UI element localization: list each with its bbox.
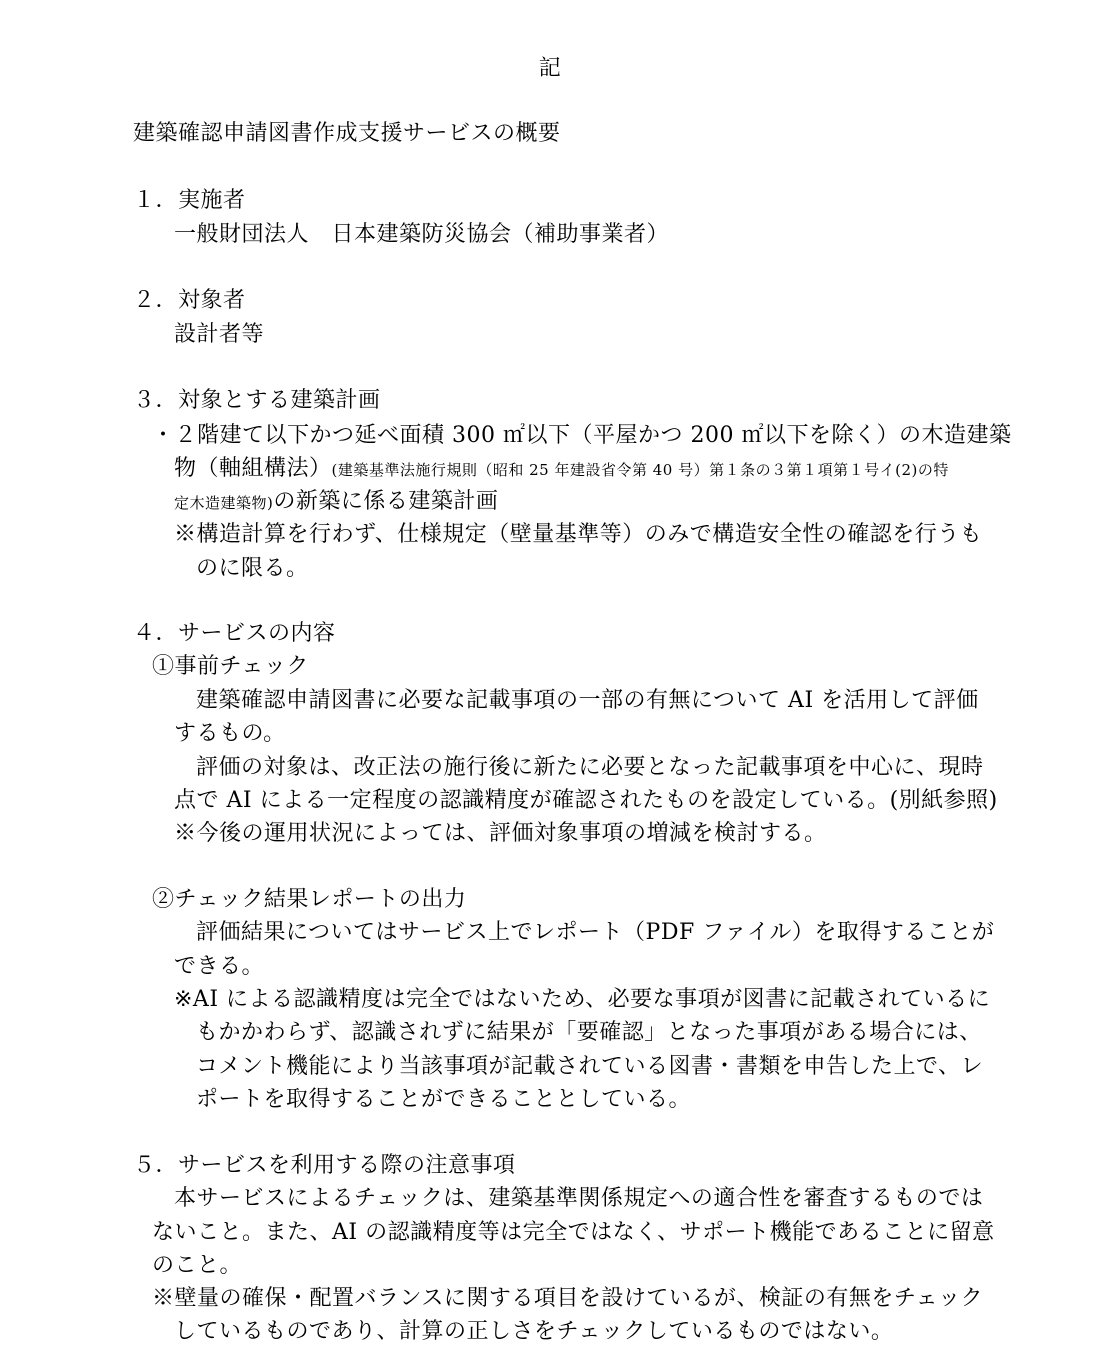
section-5-p-line-2: ないこと。また、AI の認識精度等は完全ではなく、サポート機能であることに留意 xyxy=(152,1220,995,1245)
section-4-sub-2-p1-line-1: 評価結果についてはサービス上でレポート（PDF ファイル）を取得することが xyxy=(196,920,995,945)
section-4-sub-1-p2-line-2: 点で AI による一定程度の認識精度が確認されたものを設定している。(別紙参照) xyxy=(174,788,998,813)
section-4-sub-2-note-line-2: もかかわらず、認識されずに結果が「要確認」となった事項がある場合には、 xyxy=(196,1020,982,1045)
document-title: 建築確認申請図書作成支援サービスの概要 xyxy=(133,121,561,146)
memo-heading: 記 xyxy=(538,56,562,81)
section-4-sub-2-note-line-3: コメント機能により当該事項が記載されている図書・書類を申告した上で、レ xyxy=(196,1054,984,1079)
section-5-p-line-3: のこと。 xyxy=(152,1253,243,1278)
section-4-sub-2-note-line-1: ※AI による認識精度は完全ではないため、必要な事項が図書に記載されているに xyxy=(174,987,991,1012)
section-3-line-3 xyxy=(174,487,498,518)
section-3-note-line-2: のに限る。 xyxy=(196,556,309,581)
section-4-sub-1-p2-line-1: 評価の対象は、改正法の施行後に新たに必要となった記載事項を中心に、現時 xyxy=(196,755,984,780)
section-3-line-1: ・２階建て以下かつ延べ面積 300 ㎡以下（平屋かつ 200 ㎡以下を除く）の木造建築 xyxy=(152,423,1012,448)
section-5-note-line-1: ※壁量の確保・配置バランスに関する項目を設けているが、検証の有無をチェック xyxy=(152,1286,984,1311)
section-1-body: 一般財団法人 日本建築防災協会（補助事業者） xyxy=(174,222,670,247)
section-4-sub-2-heading: ②チェック結果レポートの出力 xyxy=(152,887,467,912)
section-4-heading: ４．サービスの内容 xyxy=(133,621,336,646)
section-3-note-line-1: ※構造計算を行わず、仕様規定（壁量基準等）のみで構造安全性の確認を行うも xyxy=(174,522,983,547)
section-3-line-2 xyxy=(174,454,949,485)
section-5-note-line-2: しているものであり、計算の正しさをチェックしているものではない。 xyxy=(174,1319,894,1344)
section-4-sub-1-heading: ①事前チェック xyxy=(152,654,309,679)
section-5-heading: ５．サービスを利用する際の注意事項 xyxy=(133,1153,516,1178)
section-5-p-line-1: 本サービスによるチェックは、建築基準関係規定への適合性を審査するものでは xyxy=(174,1186,984,1211)
section-3-line-3-main: の新築に係る建築計画 xyxy=(273,489,499,514)
section-2-heading: ２．対象者 xyxy=(133,288,246,313)
section-4-sub-1-p1-line-2: するもの。 xyxy=(174,721,286,746)
section-3-line-2-small: (建築基準法施行規則（昭和 25 年建設省令第 40 号）第１条の３第１項第１号イ(2)の特 xyxy=(331,461,949,479)
section-2-body: 設計者等 xyxy=(174,322,265,347)
section-4-sub-2-p1-line-2: できる。 xyxy=(174,954,265,979)
section-4-sub-1-p1-line-1: 建築確認申請図書に必要な記載事項の一部の有無について AI を活用して評価 xyxy=(196,688,979,713)
section-1-heading: １．実施者 xyxy=(133,188,246,213)
section-4-sub-1-note: ※今後の運用状況によっては、評価対象事項の増減を検討する。 xyxy=(174,821,827,846)
section-4-sub-2-note-line-4: ポートを取得することができることとしている。 xyxy=(196,1087,692,1112)
section-3-line-3-small: 定木造建築物) xyxy=(174,494,274,512)
section-3-line-2-main: 物（軸組構法） xyxy=(174,456,332,481)
section-3-heading: ３．対象とする建築計画 xyxy=(133,388,381,413)
